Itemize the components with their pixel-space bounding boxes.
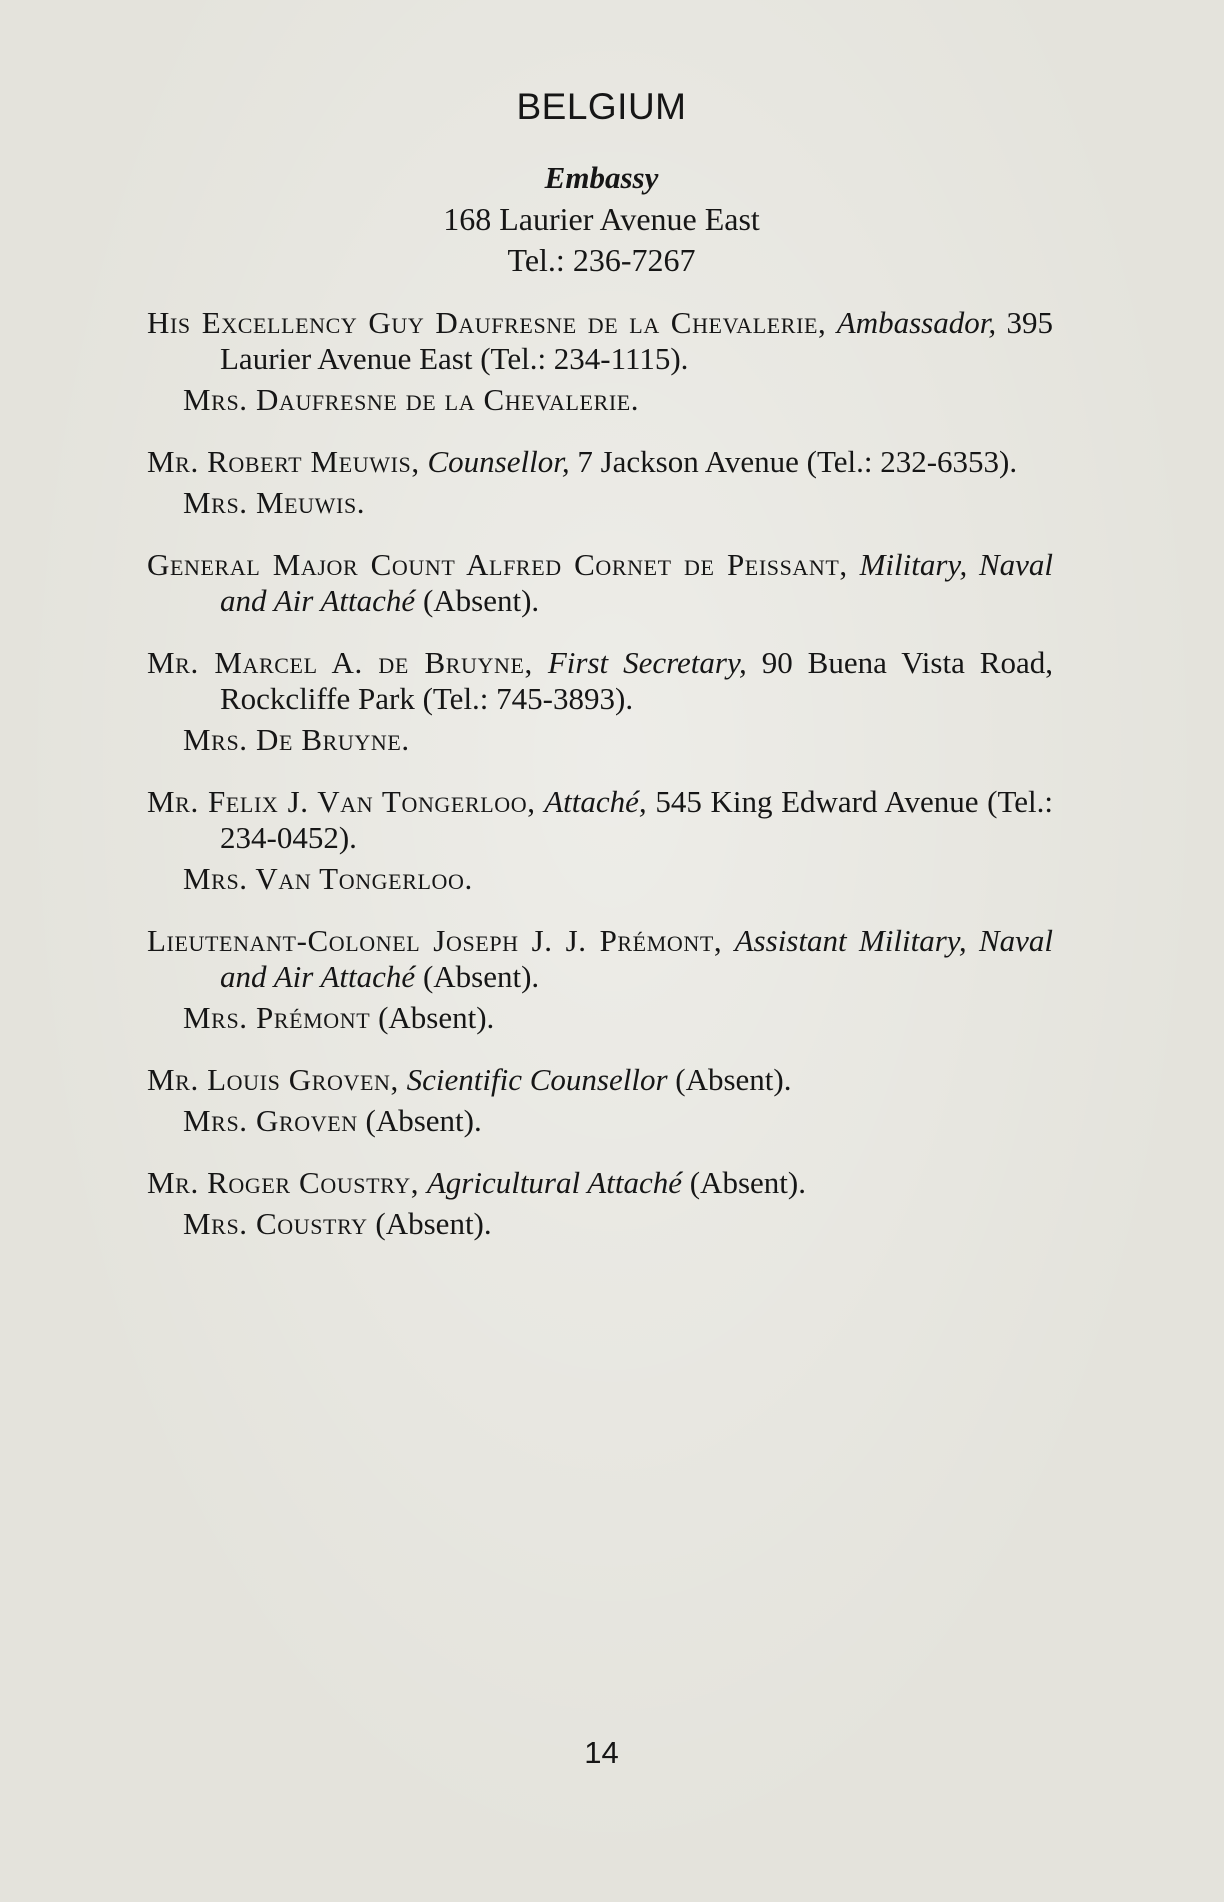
staff-member-line (147, 1062, 1053, 1098)
staff-title: Assistant Military, Naval and Air Attaché (220, 923, 1054, 994)
staff-name: Mr. Roger Coustry, (147, 1165, 420, 1200)
spouse-line (147, 1206, 1053, 1242)
staff-name: Lieutenant-Colonel Joseph J. J. Prémont, (147, 923, 723, 958)
staff-entry (147, 784, 1053, 897)
staff-entry (147, 923, 1053, 1036)
spouse-line (147, 1103, 1053, 1139)
staff-name: Mr. Robert Meuwis, (147, 444, 420, 479)
spouse-note: (Absent). (375, 1206, 492, 1241)
staff-title: Agricultural Attaché (426, 1165, 682, 1200)
country-heading: BELGIUM (516, 86, 687, 127)
spouse-line (147, 722, 1053, 758)
spouse-line (147, 1000, 1053, 1036)
mission-telephone: Tel.: 236-7267 (507, 242, 696, 278)
staff-entry (147, 645, 1053, 758)
staff-title: Counsellor, (427, 444, 570, 479)
spouse-name: Mrs. Van Tongerloo. (183, 861, 473, 896)
staff-title: Attaché, (544, 784, 647, 819)
spouse-name: Mrs. Daufresne de la Chevalerie. (183, 382, 640, 417)
staff-details: (Absent). (422, 959, 540, 994)
staff-details: (Absent). (422, 583, 540, 618)
spouse-note: (Absent). (378, 1000, 495, 1035)
staff-title: Scientific Counsellor (406, 1062, 668, 1097)
spouse-line (147, 861, 1053, 897)
staff-details: (Absent). (689, 1165, 806, 1200)
staff-member-line (147, 1165, 1053, 1201)
staff-name: His Excellency Guy Daufresne de la Chevalerie, (147, 305, 827, 340)
staff-member-line (147, 444, 1053, 480)
mission-type: Embassy (544, 160, 659, 195)
staff-details: 545 King Edward Avenue (Tel.: 234-0452). (220, 784, 1054, 855)
spouse-name: Mrs. Coustry (183, 1206, 368, 1241)
staff-name: Mr. Felix J. Van Tongerloo, (147, 784, 536, 819)
staff-title: First Secretary, (547, 645, 747, 680)
staff-member-line (147, 645, 1053, 717)
spouse-name: Mrs. Groven (183, 1103, 358, 1138)
page-number: 14 (584, 1735, 619, 1770)
staff-entry (147, 444, 1053, 521)
spouse-note: (Absent). (365, 1103, 482, 1138)
staff-list (147, 305, 1053, 1268)
mission-address: 168 Laurier Avenue East (443, 201, 760, 237)
staff-details: 7 Jackson Avenue (Tel.: 232-6353). (577, 444, 1018, 479)
staff-member-line (147, 547, 1053, 619)
spouse-line (147, 485, 1053, 521)
staff-name: Mr. Marcel A. de Bruyne, (147, 645, 533, 680)
staff-details: (Absent). (675, 1062, 792, 1097)
staff-entry (147, 1165, 1053, 1242)
staff-entry (147, 305, 1053, 418)
staff-title: Ambassador, (836, 305, 997, 340)
spouse-line (147, 382, 1053, 418)
staff-member-line (147, 305, 1053, 377)
staff-title: Military, Naval and Air Attaché (220, 547, 1054, 618)
staff-details: 90 Buena Vista Road, Rockcliffe Park (Tel.: 745-3893). (220, 645, 1053, 716)
staff-entry (147, 1062, 1053, 1139)
staff-entry (147, 547, 1053, 619)
staff-name: General Major Count Alfred Cornet de Peissant, (147, 547, 848, 582)
staff-member-line (147, 784, 1053, 856)
staff-member-line (147, 923, 1053, 995)
staff-name: Mr. Louis Groven, (147, 1062, 399, 1097)
spouse-name: Mrs. De Bruyne. (183, 722, 410, 757)
staff-details: 395 Laurier Avenue East (Tel.: 234-1115). (220, 305, 1053, 376)
spouse-name: Mrs. Prémont (183, 1000, 371, 1035)
spouse-name: Mrs. Meuwis. (183, 485, 366, 520)
